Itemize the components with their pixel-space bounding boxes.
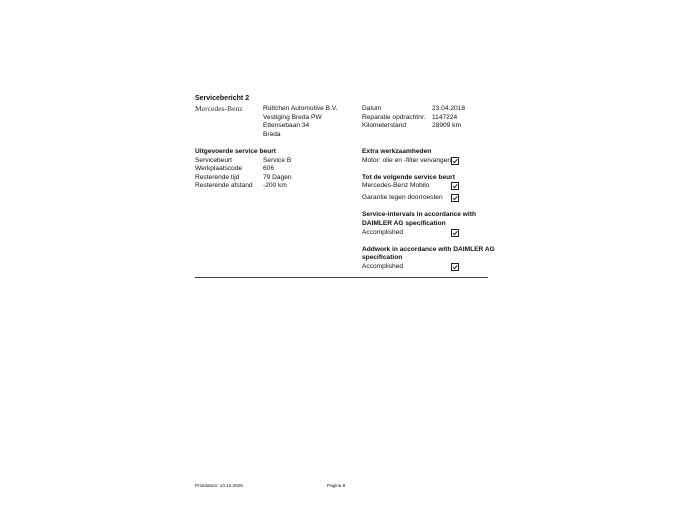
intervals-item-checkbox[interactable] bbox=[451, 229, 459, 237]
meta-value-date: 23.04.2018 bbox=[432, 105, 466, 112]
meta-label-mileage: Kilometerstand bbox=[362, 122, 406, 129]
meta-label-date: Datum bbox=[362, 105, 382, 112]
next-heading: Tot de volgende service beurt bbox=[362, 173, 455, 181]
checkmark-icon bbox=[452, 195, 458, 201]
dealer-branch: Vestiging Breda PW bbox=[263, 113, 322, 121]
intervals-heading-line2: DAIMLER AG specification bbox=[362, 219, 446, 227]
addwork-item-checkbox[interactable] bbox=[451, 263, 459, 271]
report-title: Servicebericht 2 bbox=[195, 95, 250, 102]
dealer-city: Breda bbox=[263, 130, 281, 138]
next-item-checkbox-mobilo[interactable] bbox=[451, 182, 459, 190]
dealer-name: Rüttchen Automotive B.V. bbox=[263, 105, 338, 112]
service-value-time: 79 Dagen bbox=[263, 173, 292, 181]
service-label-code: Werkplaatscode bbox=[195, 165, 243, 172]
checkmark-icon bbox=[452, 230, 458, 236]
intervals-item-label: Accomplished bbox=[362, 228, 404, 236]
brand-logo-text: Mercedes-Benz bbox=[195, 104, 243, 113]
addwork-item-label: Accomplished bbox=[362, 263, 404, 270]
checkmark-icon bbox=[452, 264, 458, 270]
addwork-heading-line2: specification bbox=[362, 254, 403, 261]
section-divider bbox=[195, 277, 488, 278]
footer-page-number: Pagina 8 bbox=[327, 483, 346, 488]
service-value-distance: -200 km bbox=[263, 182, 287, 189]
service-value-type: Service B bbox=[263, 156, 292, 164]
dealer-street: Ettensebaan 34 bbox=[263, 122, 310, 129]
next-item-checkbox-rust[interactable] bbox=[451, 194, 459, 202]
service-label-type: Servicebeurt bbox=[195, 156, 233, 164]
extra-item-label: Motor: olie en -filter vervangen bbox=[362, 156, 452, 164]
checkmark-icon bbox=[452, 158, 458, 164]
service-label-time: Resterende tijd bbox=[195, 173, 240, 181]
addwork-heading-line1: Addwork in accordance with DAIMLER AG bbox=[362, 245, 495, 253]
next-item-label-mobilo: Mercedes-Benz Mobilo bbox=[362, 182, 430, 189]
service-heading: Uitgevoerde service beurt bbox=[195, 148, 276, 155]
meta-label-order: Reparatie opdrachtnr. bbox=[362, 113, 426, 121]
meta-value-order: 1147224 bbox=[432, 113, 458, 121]
extra-heading: Extra werkzaamheden bbox=[362, 148, 432, 155]
extra-item-checkbox[interactable] bbox=[451, 157, 459, 165]
service-value-code: 606 bbox=[263, 165, 275, 172]
service-label-distance: Resterende afstand bbox=[195, 182, 253, 189]
intervals-heading-line1: Service-intervals in accordance with bbox=[362, 211, 476, 218]
footer-print-date: Printdatum: 13.10.2025 bbox=[195, 483, 243, 488]
meta-value-mileage: 28909 km bbox=[432, 122, 461, 129]
next-item-label-rust: Garantie tegen doorroesten bbox=[362, 194, 443, 201]
checkmark-icon bbox=[452, 183, 458, 189]
